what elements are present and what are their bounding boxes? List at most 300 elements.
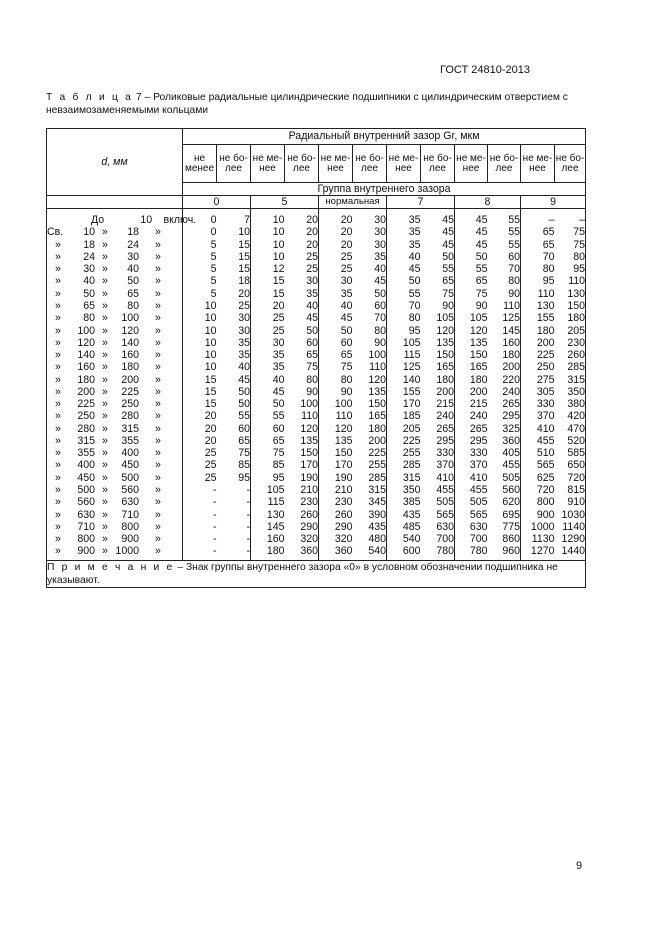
clearance-value: 625 — [521, 472, 555, 484]
clearance-value: 45 — [238, 373, 250, 386]
clearance-value: 75 — [555, 239, 586, 251]
clearance-value: 5 — [210, 275, 217, 288]
clearance-value: 25 — [204, 471, 217, 484]
clearance-value: 180 — [368, 422, 386, 435]
clearance-value: 30 — [374, 214, 386, 227]
limit-header: не ме- нее — [387, 145, 421, 183]
clearance-value: 225 — [521, 349, 555, 361]
clearance-value: 200 — [455, 386, 488, 398]
range-part: » — [102, 299, 108, 312]
note-label: П р и м е ч а н и е — [47, 562, 175, 574]
clearance-value: 120 — [300, 422, 318, 435]
clearance-value: 160 — [502, 336, 520, 349]
range-part: » — [102, 324, 108, 337]
range-part: » — [55, 287, 61, 300]
clearance-value: 285 — [368, 471, 386, 484]
clearance-value: 480 — [368, 533, 386, 546]
clearance-value: 135 — [300, 434, 318, 447]
clearance-value: 135 — [455, 337, 488, 349]
clearance-value: 110 — [521, 288, 555, 300]
clearance-value: 35 — [319, 288, 353, 300]
clearance-value: 295 — [502, 410, 520, 423]
clearance-value: 70 — [374, 312, 386, 325]
clearance-value: 565 — [436, 508, 454, 521]
clearance-value: 20 — [306, 238, 318, 251]
clearance-value: 95 — [521, 275, 555, 287]
table-row — [47, 447, 586, 459]
clearance-value: 25 — [306, 250, 318, 263]
clearance-value: 350 — [555, 386, 586, 398]
diameter-range — [47, 386, 183, 398]
clearance-value: 155 — [387, 386, 421, 398]
clearance-value: 85 — [251, 459, 285, 471]
table-row — [47, 288, 586, 300]
clearance-value: - — [212, 508, 217, 521]
clearance-value: 540 — [353, 545, 387, 561]
diameter-label: d, мм — [101, 155, 128, 168]
range-part: » — [155, 336, 161, 349]
range-part: 630 — [121, 496, 139, 509]
range-part: 400 — [77, 459, 95, 472]
limit-header: не бо- лее — [555, 145, 586, 183]
range-part: » — [55, 238, 61, 251]
clearance-value: 35 — [251, 349, 285, 361]
clearance-title: Радиальный внутренний зазор Gr, мкм — [183, 129, 586, 145]
clearance-value: 35 — [387, 226, 421, 238]
clearance-value: 140 — [387, 373, 421, 385]
clearance-value: 200 — [368, 434, 386, 447]
clearance-value: 410 — [455, 472, 488, 484]
table-row — [47, 239, 586, 251]
diameter-range — [47, 398, 183, 410]
limit-header: не ме- нее — [251, 145, 285, 183]
clearance-value: 30 — [238, 324, 250, 337]
clearance-value: 290 — [319, 521, 353, 533]
clearance-value: 15 — [204, 398, 217, 411]
clearance-value: 135 — [368, 385, 386, 398]
range-part: » — [155, 349, 161, 362]
clearance-value: 15 — [238, 263, 250, 276]
range-part: » — [102, 533, 108, 546]
clearance-value: 125 — [387, 361, 421, 373]
clearance-value: 720 — [521, 484, 555, 496]
range-part: » — [55, 361, 61, 374]
clearance-value: 20 — [251, 300, 285, 312]
range-part: » — [155, 545, 161, 558]
range-part: 100 — [77, 324, 95, 337]
clearance-value: 505 — [436, 496, 454, 509]
range-part: » — [155, 226, 161, 239]
clearance-value: 55 — [442, 263, 454, 276]
clearance-value: 0 — [210, 226, 217, 239]
clearance-value: 230 — [300, 496, 318, 509]
clearance-value: 25 — [319, 251, 353, 263]
clearance-value: 230 — [555, 337, 586, 349]
document-code: ГОСТ 24810-2013 — [440, 64, 530, 76]
clearance-value: 200 — [502, 361, 520, 374]
group-label: нормальная — [319, 196, 387, 209]
clearance-value: 215 — [455, 398, 488, 410]
clearance-value: 315 — [368, 483, 386, 496]
clearance-value: 330 — [521, 398, 555, 410]
clearance-value: 185 — [387, 410, 421, 422]
range-part: 180 — [77, 373, 95, 386]
clearance-value: 240 — [455, 410, 488, 422]
clearance-value: 780 — [455, 545, 488, 561]
range-part: » — [102, 471, 108, 484]
clearance-value: 80 — [306, 373, 318, 386]
range-part: » — [155, 496, 161, 509]
clearance-value: 30 — [319, 275, 353, 287]
clearance-value: 60 — [306, 336, 318, 349]
clearance-value: 100 — [368, 349, 386, 362]
clearance-value: 485 — [387, 521, 421, 533]
clearance-value: 25 — [319, 263, 353, 275]
clearance-value: 10 — [204, 361, 217, 374]
diameter-range — [47, 337, 183, 349]
clearance-value: 180 — [455, 373, 488, 385]
clearance-value: 100 — [300, 398, 318, 411]
clearance-value: 50 — [238, 398, 250, 411]
clearance-value: 45 — [455, 226, 488, 238]
clearance-value: 190 — [319, 472, 353, 484]
clearance-value: 510 — [521, 447, 555, 459]
diameter-range — [47, 373, 183, 385]
clearance-value: 45 — [319, 312, 353, 324]
clearance-value: 455 — [455, 484, 488, 496]
clearance-value: 30 — [238, 312, 250, 325]
range-part: 400 — [121, 447, 139, 460]
clearance-value: 370 — [436, 459, 454, 472]
range-part: 24 — [83, 250, 95, 263]
clearance-value: 25 — [251, 312, 285, 324]
clearance-value: 55 — [251, 410, 285, 422]
table-row — [47, 349, 586, 361]
range-part: 200 — [77, 385, 95, 398]
range-part: » — [102, 459, 108, 472]
limit-header: не бо- лее — [421, 145, 455, 183]
clearance-value: 285 — [387, 459, 421, 471]
clearance-value: 80 — [374, 324, 386, 337]
diameter-range — [47, 496, 183, 508]
range-part: » — [102, 263, 108, 276]
range-part: 200 — [121, 373, 139, 386]
clearance-value: 90 — [508, 287, 520, 300]
clearance-value: 45 — [374, 275, 386, 288]
range-part: » — [55, 434, 61, 447]
limit-header: не бо- лее — [353, 145, 387, 183]
clearance-value: 10 — [251, 239, 285, 251]
diameter-range — [47, 410, 183, 422]
limit-header: не бо- лее — [217, 145, 251, 183]
limit-header: не ме- нее — [319, 145, 353, 183]
clearance-value: 45 — [442, 238, 454, 251]
clearance-value: 60 — [319, 337, 353, 349]
range-part: 560 — [121, 483, 139, 496]
clearance-value: 225 — [368, 447, 386, 460]
table-row — [47, 521, 586, 533]
caption-text: 7 – Роликовые радиальные цилиндрические подшипники с цилиндрическим отверстием с невзаимозаменяемыми кольцами — [46, 92, 568, 116]
clearance-value: 75 — [319, 361, 353, 373]
clearance-value: 105 — [387, 337, 421, 349]
range-part: » — [102, 275, 108, 288]
range-part: » — [55, 410, 61, 423]
clearance-value: 215 — [436, 398, 454, 411]
range-part: » — [102, 422, 108, 435]
clearance-value: 565 — [455, 508, 488, 520]
page-number: 9 — [576, 860, 583, 872]
clearance-value: 360 — [285, 545, 319, 561]
clearance-value: 15 — [251, 288, 285, 300]
range-part: 50 — [127, 275, 139, 288]
clearance-value: 260 — [319, 508, 353, 520]
clearance-value: 35 — [238, 349, 250, 362]
range-part: 180 — [121, 361, 139, 374]
range-part: » — [155, 422, 161, 435]
diameter-range — [47, 324, 183, 336]
clearance-value: 110 — [369, 361, 386, 374]
range-part: » — [55, 422, 61, 435]
clearance-value: 345 — [368, 496, 386, 509]
range-part: 900 — [77, 545, 95, 558]
range-part: » — [102, 250, 108, 263]
clearance-value: 50 — [319, 324, 353, 336]
clearance-value: 80 — [387, 312, 421, 324]
clearance-value: 110 — [301, 410, 318, 423]
range-part: 450 — [121, 459, 139, 472]
clearance-value: 205 — [387, 423, 421, 435]
clearance-value: 45 — [306, 312, 318, 325]
table-row — [47, 300, 586, 312]
clearance-value: 110 — [555, 275, 586, 287]
range-part: » — [55, 275, 61, 288]
clearance-value: 40 — [319, 300, 353, 312]
range-part: » — [155, 373, 161, 386]
table-row — [47, 251, 586, 263]
clearance-value: 390 — [368, 508, 386, 521]
range-part: 560 — [77, 496, 95, 509]
range-part: 355 — [121, 434, 139, 447]
diameter-range — [47, 545, 183, 561]
clearance-value: 18 — [238, 275, 250, 288]
clearance-value: 5 — [210, 263, 217, 276]
clearance-value: 180 — [251, 545, 285, 561]
clearance-value: 150 — [300, 447, 318, 460]
range-part: » — [55, 508, 61, 521]
range-part: » — [155, 434, 161, 447]
clearance-value: 650 — [555, 459, 586, 471]
clearance-value: 150 — [555, 300, 586, 312]
clearance-value: 15 — [238, 238, 250, 251]
range-part: » — [155, 483, 161, 496]
range-part: » — [155, 385, 161, 398]
clearance-value: 505 — [502, 471, 520, 484]
clearance-value: 165 — [368, 410, 386, 423]
group-label: 8 — [455, 196, 521, 209]
clearance-value: 130 — [555, 288, 586, 300]
clearance-value: 110 — [503, 299, 520, 312]
clearance-value: 25 — [204, 447, 217, 460]
range-part: » — [102, 226, 108, 239]
clearance-value: 170 — [300, 459, 318, 472]
table-row — [47, 324, 586, 336]
clearance-value: 115 — [251, 496, 285, 508]
table-caption — [46, 92, 586, 117]
clearance-value: 385 — [387, 496, 421, 508]
clearance-value: 115 — [387, 349, 421, 361]
clearance-value: 165 — [455, 361, 488, 373]
clearance-value: 35 — [387, 209, 421, 227]
table-row — [47, 533, 586, 545]
clearance-value: 200 — [521, 337, 555, 349]
clearance-value: 5 — [210, 250, 217, 263]
clearance-value: 285 — [555, 361, 586, 373]
clearance-value: 50 — [455, 251, 488, 263]
clearance-value: 10 — [238, 226, 250, 239]
clearance-value: 435 — [387, 508, 421, 520]
clearance-value: 40 — [251, 373, 285, 385]
range-part: 24 — [127, 238, 139, 251]
clearance-value: 10 — [204, 324, 217, 337]
group-title: Группа внутреннего зазора — [183, 183, 586, 196]
clearance-value: 60 — [374, 299, 386, 312]
clearance-value: 5 — [210, 238, 217, 251]
clearance-value: - — [217, 545, 251, 561]
clearance-value: 90 — [455, 300, 488, 312]
range-part: 225 — [77, 398, 95, 411]
clearance-value: 410 — [521, 423, 555, 435]
range-part: 1000 — [115, 545, 139, 558]
clearance-value: 10 — [204, 312, 217, 325]
range-part: 250 — [77, 410, 95, 423]
table-row — [47, 484, 586, 496]
clearance-value: 45 — [387, 263, 421, 275]
range-part: 710 — [77, 520, 95, 533]
diameter-range — [47, 288, 183, 300]
range-part: 65 — [83, 299, 95, 312]
clearance-value: 165 — [436, 361, 454, 374]
caption-label: Т а б л и ц а — [46, 92, 134, 103]
range-part: 30 — [83, 263, 95, 276]
range-part: » — [155, 459, 161, 472]
table-row — [47, 459, 586, 471]
clearance-value: 360 — [319, 545, 353, 561]
clearance-value: 330 — [436, 447, 454, 460]
clearance-value: 455 — [436, 483, 454, 496]
clearance-value: 295 — [455, 435, 488, 447]
clearance-value: 320 — [319, 533, 353, 545]
range-part: Св. — [47, 226, 64, 239]
clearance-value: 330 — [455, 447, 488, 459]
range-part: » — [55, 545, 61, 558]
clearance-value: 110 — [319, 410, 353, 422]
range-part: » — [102, 373, 108, 386]
diameter-range — [47, 447, 183, 459]
clearance-value: 90 — [442, 299, 454, 312]
clearance-value: 720 — [555, 472, 586, 484]
range-part: » — [155, 324, 161, 337]
clearance-value: 25 — [204, 459, 217, 472]
diameter-range — [47, 361, 183, 373]
clearance-value: 65 — [521, 239, 555, 251]
range-part: 10 — [83, 226, 95, 239]
clearance-value: 265 — [502, 398, 520, 411]
clearance-value: 130 — [251, 508, 285, 520]
clearance-value: 960 — [488, 545, 521, 561]
clearance-value: 120 — [436, 324, 454, 337]
clearance-value: 25 — [251, 324, 285, 336]
table-row — [47, 361, 586, 373]
clearance-value: 455 — [521, 435, 555, 447]
range-part: » — [55, 385, 61, 398]
table-row — [47, 508, 586, 520]
clearance-value: 50 — [374, 287, 386, 300]
range-part: 900 — [121, 533, 139, 546]
clearance-value: 50 — [387, 275, 421, 287]
range-part: » — [155, 299, 161, 312]
clearance-value: 20 — [204, 434, 217, 447]
clearance-value: 120 — [368, 373, 386, 386]
range-part: 18 — [127, 226, 139, 239]
range-part: » — [155, 275, 161, 288]
range-part: » — [155, 520, 161, 533]
clearance-value: 250 — [521, 361, 555, 373]
range-part: 10 — [140, 214, 153, 227]
clearance-value: 150 — [368, 398, 386, 411]
clearance-value: 65 — [306, 349, 318, 362]
clearance-value: 315 — [387, 472, 421, 484]
clearance-value: 240 — [502, 385, 520, 398]
clearance-value: 410 — [436, 471, 454, 484]
range-part: » — [55, 496, 61, 509]
clearance-value: 290 — [300, 520, 318, 533]
clearance-value: 80 — [508, 275, 520, 288]
clearance-value: 45 — [455, 209, 488, 227]
clearance-value: 35 — [251, 361, 285, 373]
range-part: » — [55, 459, 61, 472]
range-part: » — [155, 508, 161, 521]
range-part: » — [55, 398, 61, 411]
clearance-value: 65 — [251, 435, 285, 447]
range-part: 40 — [83, 275, 95, 288]
clearance-value: 40 — [306, 299, 318, 312]
clearance-value: 20 — [319, 226, 353, 238]
clearance-value: 320 — [300, 533, 318, 546]
clearance-value: 240 — [436, 410, 454, 423]
clearance-value: 55 — [508, 238, 520, 251]
clearance-value: 360 — [502, 434, 520, 447]
clearance-value: 275 — [521, 373, 555, 385]
clearance-value: 470 — [555, 423, 586, 435]
clearance-value: 75 — [306, 361, 318, 374]
clearance-value: 105 — [455, 312, 488, 324]
range-part: » — [102, 496, 108, 509]
clearance-value: 145 — [502, 324, 520, 337]
table-row — [47, 337, 586, 349]
range-part: 80 — [83, 312, 95, 325]
range-part: 140 — [121, 336, 139, 349]
clearance-value: 15 — [204, 385, 217, 398]
clearance-value: 900 — [521, 508, 555, 520]
table-row — [47, 398, 586, 410]
clearance-value: 20 — [204, 422, 217, 435]
clearance-value: 75 — [251, 447, 285, 459]
clearance-value: 180 — [502, 349, 520, 362]
range-part: » — [155, 238, 161, 251]
clearance-value: 65 — [455, 275, 488, 287]
clearance-value: 65 — [521, 226, 555, 238]
range-part: 50 — [83, 287, 95, 300]
